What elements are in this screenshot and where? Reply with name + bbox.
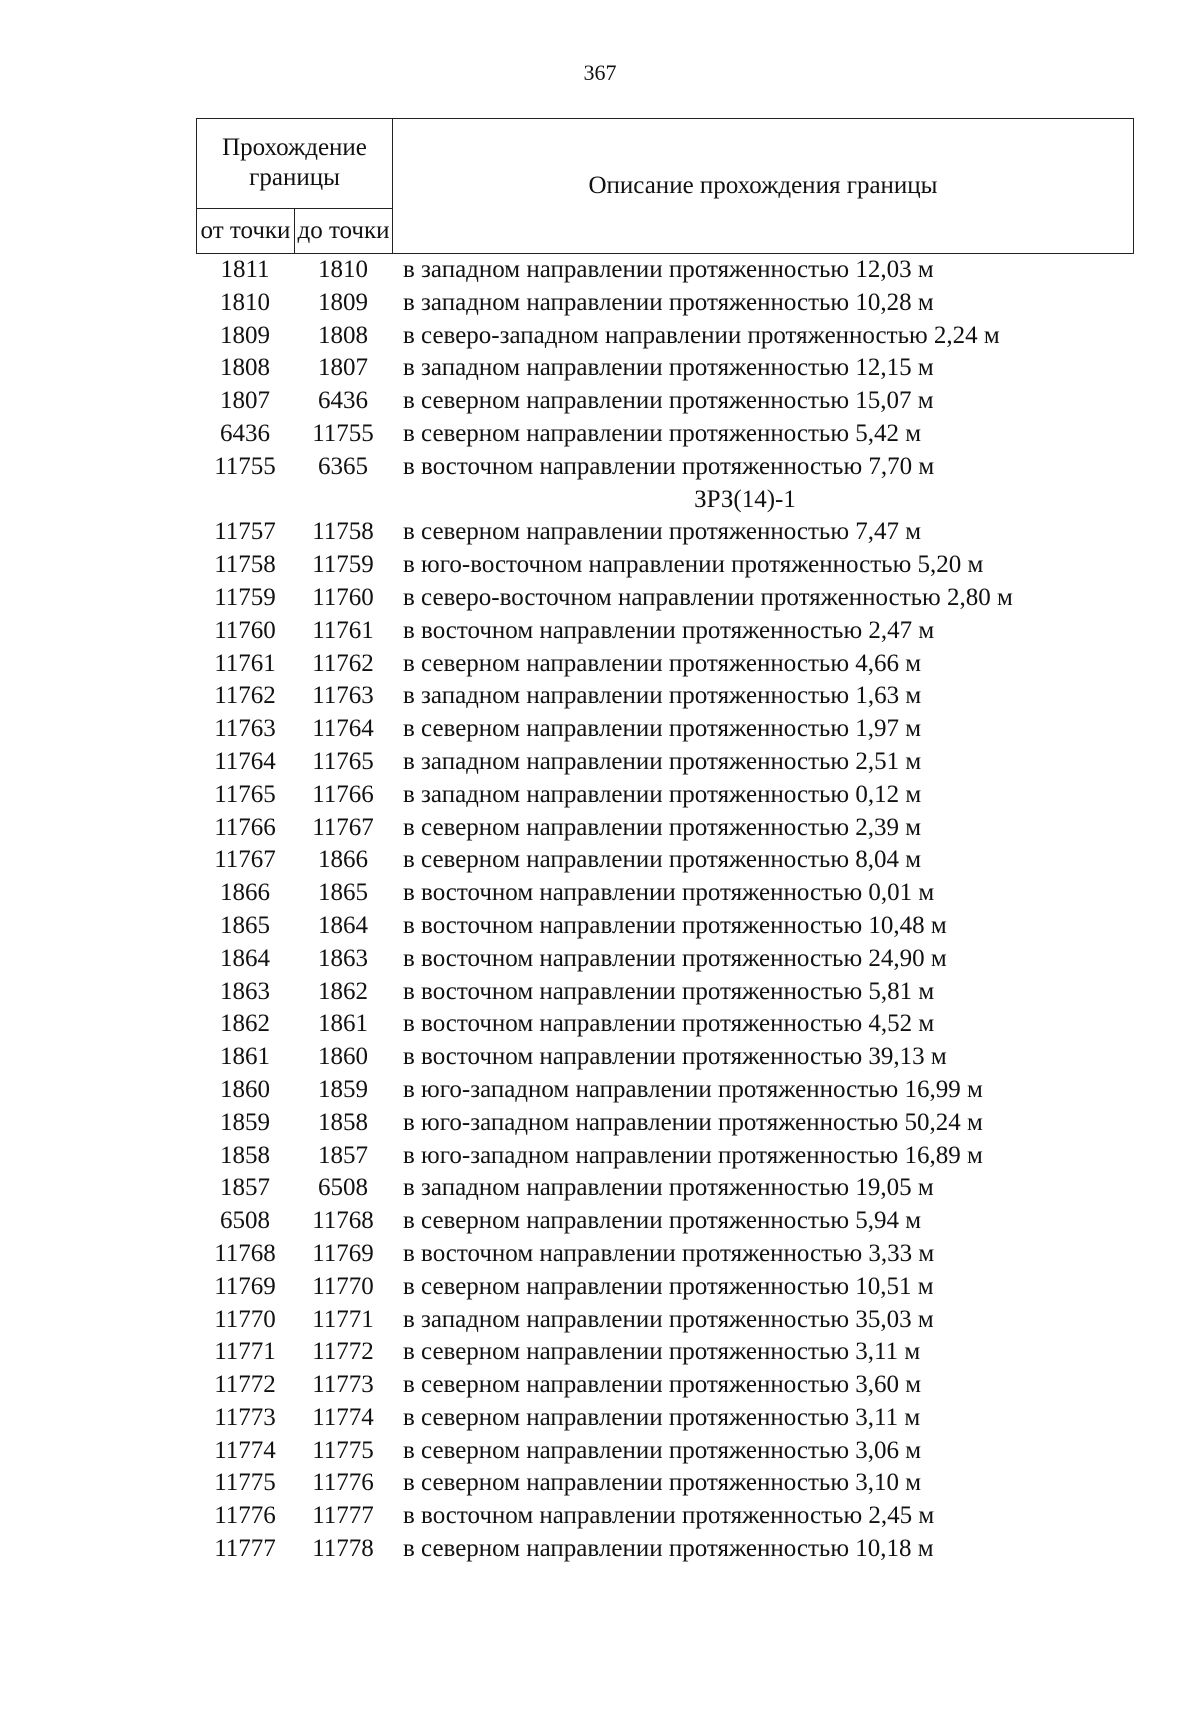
from-point: 1863 (220, 977, 270, 1005)
header-description-label: Описание прохождения границы (393, 119, 1134, 254)
to-point: 11760 (312, 583, 374, 611)
table-row (0, 582, 1200, 615)
table-row (0, 1271, 1200, 1304)
table-header (196, 118, 1134, 254)
from-point: 11761 (214, 649, 276, 677)
from-point: 1808 (220, 354, 270, 382)
to-point: 1859 (318, 1075, 368, 1103)
to-point: 11755 (312, 419, 374, 447)
description: в северном направлении протяженностью 8,04 м (403, 846, 922, 874)
table-row (0, 549, 1200, 582)
to-point: 1809 (318, 288, 368, 316)
table-row (0, 1467, 1200, 1500)
description: в западном направлении протяженностью 10,28 м (403, 288, 934, 316)
header-from-label: от точки (197, 208, 295, 254)
to-point: 11770 (312, 1272, 374, 1300)
table-row (0, 1140, 1200, 1173)
to-point: 11772 (312, 1338, 374, 1366)
description: в северном направлении протяженностью 15,07 м (403, 387, 934, 415)
from-point: 11775 (214, 1469, 276, 1497)
header-group-label: Прохождение границы (197, 119, 393, 209)
to-point: 11768 (312, 1207, 374, 1235)
table-row (0, 1107, 1200, 1140)
description: в северном направлении протяженностью 1,97 м (403, 715, 922, 743)
description: в западном направлении протяженностью 12,03 м (403, 256, 934, 283)
table-row (0, 1304, 1200, 1337)
from-point: 1866 (220, 879, 270, 907)
to-point: 1807 (318, 354, 368, 382)
from-point: 11771 (214, 1338, 276, 1366)
from-point: 1862 (220, 1010, 270, 1038)
table-row (0, 943, 1200, 976)
table-row (0, 713, 1200, 746)
description: в северном направлении протяженностью 5,94 м (403, 1207, 922, 1235)
to-point: 1857 (318, 1141, 368, 1169)
to-point: 11777 (312, 1502, 374, 1530)
from-point: 6508 (220, 1207, 270, 1235)
from-point: 11758 (214, 551, 276, 579)
to-point: 1863 (318, 944, 368, 972)
from-point: 11766 (214, 813, 276, 841)
description: в восточном направлении протяженностью 10,48 м (403, 911, 947, 939)
table-row (0, 1500, 1200, 1533)
description: в западном направлении протяженностью 1,63 м (403, 682, 922, 710)
from-point: 11770 (214, 1305, 276, 1333)
from-point: 11755 (214, 452, 276, 480)
table-row (0, 1336, 1200, 1369)
table-row (0, 516, 1200, 549)
from-point: 11762 (214, 682, 276, 710)
table-row (0, 352, 1200, 385)
to-point: 11774 (312, 1403, 374, 1431)
description: в северном направлении протяженностью 3,60 м (403, 1371, 922, 1399)
to-point: 1810 (318, 256, 368, 283)
header-to-label: до точки (295, 208, 393, 254)
table-row (0, 910, 1200, 943)
description: в западном направлении протяженностью 12,15 м (403, 354, 934, 382)
description: в западном направлении протяженностью 35,03 м (403, 1305, 934, 1333)
from-point: 11776 (214, 1502, 276, 1530)
to-point: 6436 (318, 387, 368, 415)
description: в северном направлении протяженностью 3,11 м (403, 1403, 921, 1431)
to-point: 1862 (318, 977, 368, 1005)
to-point: 11778 (312, 1535, 374, 1563)
description: в восточном направлении протяженностью 5,81 м (403, 977, 935, 1005)
description: в восточном направлении протяженностью 2,45 м (403, 1502, 935, 1530)
to-point: 1864 (318, 911, 368, 939)
description: в юго-западном направлении протяженностью 16,89 м (403, 1141, 983, 1169)
section-title (0, 484, 1200, 517)
from-point: 11760 (214, 616, 276, 644)
from-point: 1864 (220, 944, 270, 972)
description: в северном направлении протяженностью 3,11 м (403, 1338, 921, 1366)
table-row (0, 320, 1200, 353)
to-point: 1858 (318, 1108, 368, 1136)
table-row (0, 287, 1200, 320)
description: в северо-западном направлении протяженностью 2,24 м (403, 321, 1000, 349)
table-row (0, 1238, 1200, 1271)
from-point: 11769 (214, 1272, 276, 1300)
table-row (0, 1008, 1200, 1041)
description: в северном направлении протяженностью 10,51 м (403, 1272, 934, 1300)
to-point: 11762 (312, 649, 374, 677)
from-point: 1810 (220, 288, 270, 316)
table-row (0, 680, 1200, 713)
table-row (0, 1172, 1200, 1205)
from-point: 11773 (214, 1403, 276, 1431)
to-point: 11763 (312, 682, 374, 710)
table-row (0, 1205, 1200, 1238)
from-point: 1807 (220, 387, 270, 415)
page-number: 367 (583, 60, 617, 85)
description: в восточном направлении протяженностью 3,33 м (403, 1239, 935, 1267)
to-point: 11767 (312, 813, 374, 841)
description: в северном направлении протяженностью 2,39 м (403, 813, 922, 841)
table-row (0, 1435, 1200, 1468)
from-point: 1858 (220, 1141, 270, 1169)
table-row (0, 877, 1200, 910)
table-row (0, 812, 1200, 845)
from-point: 11777 (214, 1535, 276, 1563)
from-point: 11768 (214, 1239, 276, 1267)
to-point: 11775 (312, 1436, 374, 1464)
description: в северном направлении протяженностью 4,66 м (403, 649, 922, 677)
table-row (0, 451, 1200, 484)
table-row (0, 1074, 1200, 1107)
from-point: 11767 (214, 846, 276, 874)
from-point: 11759 (214, 583, 276, 611)
to-point: 1860 (318, 1043, 368, 1071)
description: в северном направлении протяженностью 3,06 м (403, 1436, 922, 1464)
description: в юго-восточном направлении протяженностью 5,20 м (403, 551, 984, 579)
from-point: 11774 (214, 1436, 276, 1464)
to-point: 11776 (312, 1469, 374, 1497)
table-row (0, 418, 1200, 451)
to-point: 6365 (318, 452, 368, 480)
table-row (0, 1041, 1200, 1074)
table-row (0, 844, 1200, 877)
description: в северо-восточном направлении протяженностью 2,80 м (403, 583, 1013, 611)
from-point: 1860 (220, 1075, 270, 1103)
description: в северном направлении протяженностью 3,10 м (403, 1469, 922, 1497)
table-row (0, 385, 1200, 418)
to-point: 1865 (318, 879, 368, 907)
to-point: 11766 (312, 780, 374, 808)
description: в восточном направлении протяженностью 0,01 м (403, 879, 935, 907)
from-point: 1811 (220, 256, 270, 283)
to-point: 11764 (312, 715, 374, 743)
to-point: 11771 (312, 1305, 374, 1333)
description: в юго-западном направлении протяженностью 16,99 м (403, 1075, 983, 1103)
to-point: 11773 (312, 1371, 374, 1399)
table-row (0, 779, 1200, 812)
table-row (0, 1533, 1200, 1566)
from-point: 1859 (220, 1108, 270, 1136)
from-point: 1857 (220, 1174, 270, 1202)
table-row (0, 1369, 1200, 1402)
description: в северном направлении протяженностью 10,18 м (403, 1535, 934, 1563)
table-row (0, 1402, 1200, 1435)
to-point: 6508 (318, 1174, 368, 1202)
from-point: 11757 (214, 518, 276, 546)
from-point: 11765 (214, 780, 276, 808)
from-point: 1861 (220, 1043, 270, 1071)
table-row (0, 254, 1200, 287)
description: в западном направлении протяженностью 19,05 м (403, 1174, 934, 1202)
description: в северном направлении протяженностью 7,47 м (403, 518, 922, 546)
description: в восточном направлении протяженностью 24,90 м (403, 944, 947, 972)
from-point: 11772 (214, 1371, 276, 1399)
description: в восточном направлении протяженностью 7,70 м (403, 452, 935, 480)
to-point: 11769 (312, 1239, 374, 1267)
description: в западном направлении протяженностью 0,12 м (403, 780, 922, 808)
from-point: 11763 (214, 715, 276, 743)
description: в восточном направлении протяженностью 39,13 м (403, 1043, 947, 1071)
to-point: 11765 (312, 747, 374, 775)
table-row (0, 746, 1200, 779)
section-title-text: ЗРЗ(14)-1 (694, 485, 796, 513)
description: в северном направлении протяженностью 5,42 м (403, 419, 922, 447)
description: в юго-западном направлении протяженностью 50,24 м (403, 1108, 983, 1136)
from-point: 1865 (220, 911, 270, 939)
description: в восточном направлении протяженностью 4,52 м (403, 1010, 935, 1038)
to-point: 11761 (312, 616, 374, 644)
from-point: 6436 (220, 419, 270, 447)
table-row (0, 648, 1200, 681)
table-row (0, 615, 1200, 648)
boundary-rows (0, 254, 1200, 1566)
description: в восточном направлении протяженностью 2,47 м (403, 616, 935, 644)
to-point: 11758 (312, 518, 374, 546)
to-point: 11759 (312, 551, 374, 579)
to-point: 1808 (318, 321, 368, 349)
table-row (0, 976, 1200, 1009)
to-point: 1866 (318, 846, 368, 874)
from-point: 1809 (220, 321, 270, 349)
from-point: 11764 (214, 747, 276, 775)
to-point: 1861 (318, 1010, 368, 1038)
description: в западном направлении протяженностью 2,51 м (403, 747, 922, 775)
